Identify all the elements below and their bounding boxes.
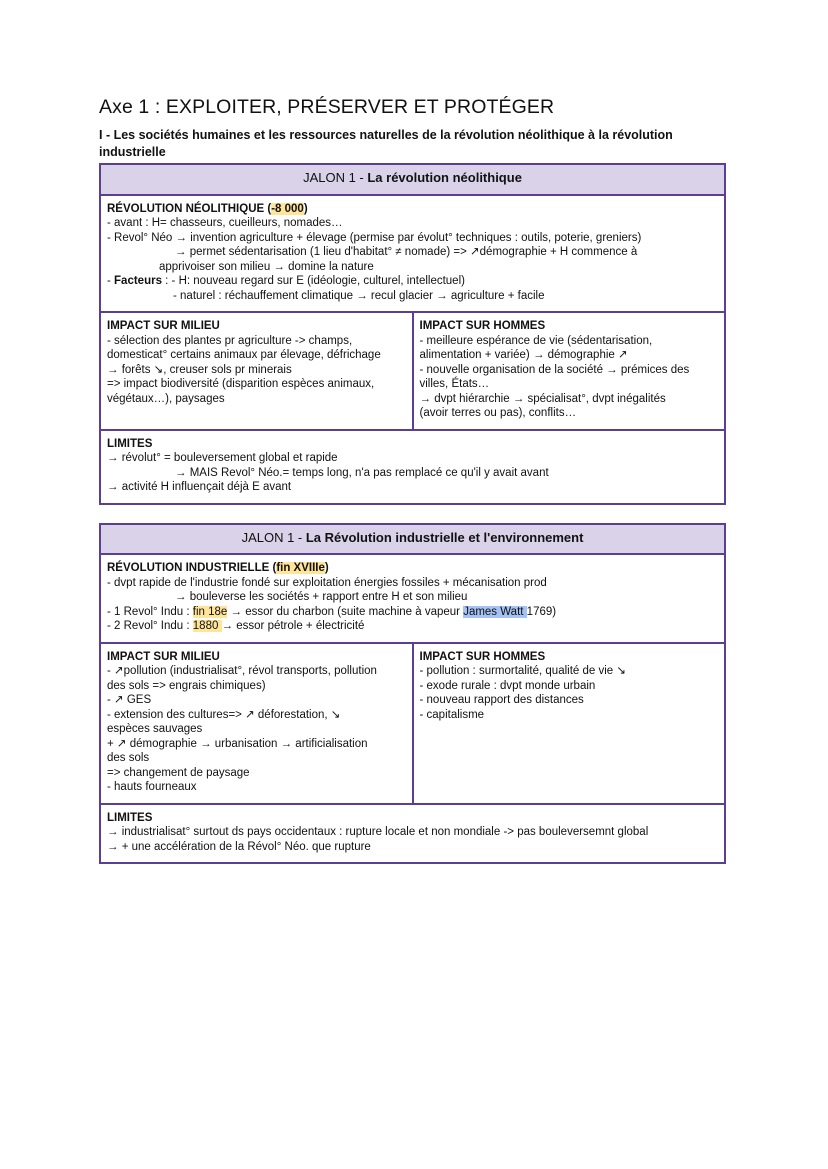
text-line: espèces sauvages	[107, 723, 203, 735]
impact-hommes-title: IMPACT SUR HOMMES	[419, 650, 546, 663]
text-line: - 1 Revol° Indu : fin 18e → essor du charbon (suite machine à vapeur James Watt 1769)	[107, 605, 557, 618]
jalon-header-title: La Révolution industrielle et l'environnement	[305, 529, 584, 545]
section-title: I - Les sociétés humaines et les ressources naturelles de la révolution néolithique à la révolution industrielle	[99, 128, 673, 159]
text-line: - capitalisme	[419, 708, 485, 721]
impact-hommes-cell	[413, 643, 726, 804]
text-line: → forêts ↘, creuser sols pr minerais	[107, 363, 292, 376]
limites-title: LIMITES	[107, 437, 153, 450]
text-line: - pollution : surmortalité, qualité de vie ↘	[419, 665, 627, 677]
text-line: - sélection des plantes pr agriculture -> champs,	[107, 334, 353, 347]
text-line: apprivoiser son milieu → domine la nature	[159, 260, 374, 273]
facteurs-label: Facteurs	[114, 275, 162, 287]
impact-milieu-title: IMPACT SUR MILIEU	[107, 650, 220, 663]
text-line: - 2 Revol° Indu : 1880 → essor pétrole + électricité	[107, 620, 365, 632]
impact-milieu-cell	[100, 643, 413, 804]
date-highlight: 1880	[192, 620, 222, 632]
text-line: → activité H influençait déjà E avant	[107, 481, 292, 493]
text-line: villes, États…	[419, 378, 490, 390]
revolution-title: RÉVOLUTION NÉOLITHIQUE (-8 000)	[107, 202, 308, 215]
date-highlight: fin 18e	[192, 605, 228, 618]
jalon-header	[100, 164, 725, 195]
text-line: - naturel : réchauffement climatique → recul glacier → agriculture + facile	[173, 289, 545, 302]
jalon-header-title: La révolution néolithique	[367, 170, 522, 185]
jalon-industrielle-table	[99, 523, 726, 865]
document-page	[99, 96, 726, 864]
text-line: - extension des cultures=> ↗ déforestation, ↘	[107, 708, 341, 721]
text-line: - ↗pollution (industrialisat°, révol transports, pollution	[107, 665, 377, 677]
text-line: => impact biodiversité (disparition espèces animaux,	[107, 378, 375, 390]
jalon-header-prefix: JALON 1 -	[303, 170, 368, 185]
text-line: → dvpt hiérarchie → spécialisat°, dvpt inégalités	[419, 392, 666, 405]
text-line: - hauts fourneaux	[107, 781, 197, 793]
text-line: → révolut° = bouleversement global et rapide	[107, 452, 338, 464]
text-line: => changement de paysage	[107, 766, 250, 779]
facteurs-line: - Facteurs : - H: nouveau regard sur E (idéologie, culturel, intellectuel)	[107, 275, 465, 287]
text-line: - nouveau rapport des distances	[419, 694, 584, 706]
limites-cell	[100, 804, 725, 864]
limites-title: LIMITES	[107, 811, 153, 824]
axe-title: Axe 1 : EXPLOITER, PRÉSERVER ET PROTÉGER	[99, 96, 555, 118]
text-line: des sols => engrais chimiques)	[107, 679, 266, 692]
text-line: (avoir terres ou pas), conflits…	[419, 407, 577, 419]
text-line: végétaux…), paysages	[107, 392, 225, 405]
text-line: domesticat° certains animaux par élevage, défrichage	[107, 349, 381, 361]
impact-hommes-title: IMPACT SUR HOMMES	[419, 320, 546, 332]
impact-hommes-cell	[413, 312, 726, 430]
impact-milieu-title: IMPACT SUR MILIEU	[107, 320, 220, 332]
text-line: - avant : H= chasseurs, cueilleurs, nomades…	[107, 217, 343, 229]
text-line: - Revol° Néo → invention agriculture + élevage (permise par évolut° techniques : outils, poterie, greniers)	[107, 231, 642, 244]
text-line: → permet sédentarisation (1 lieu d'habitat° ≠ nomade) => ↗démographie + H commence à	[175, 246, 638, 258]
jalon-header	[100, 524, 725, 555]
jalon-header-prefix: JALON 1 -	[241, 529, 306, 545]
text-line: + ↗ démographie → urbanisation → artificialisation	[107, 737, 368, 750]
text-line: - nouvelle organisation de la société → prémices des	[419, 363, 690, 376]
text-line: - dvpt rapide de l'industrie fondé sur exploitation énergies fossiles + mécanisation prod	[107, 576, 547, 589]
text-line: → industrialisat° surtout ds pays occidentaux : rupture locale et non mondiale -> pas bouleversemnt global	[107, 826, 649, 838]
date-highlight: fin XVIIIe	[276, 562, 325, 574]
text-line: → bouleverse les sociétés + rapport entre H et son milieu	[175, 591, 468, 603]
name-highlight: James Watt	[463, 605, 527, 618]
text-line: → + une accélération de la Révol° Néo. que rupture	[107, 840, 371, 853]
text-line: des sols	[107, 752, 150, 764]
revolution-title: RÉVOLUTION INDUSTRIELLE (fin XVIIIe)	[107, 562, 329, 574]
date-highlight: -8 000	[271, 202, 304, 215]
text-line: - ↗ GES	[107, 694, 152, 706]
jalon-neolithique-table	[99, 163, 726, 505]
text-line: alimentation + variée) → démographie ↗	[419, 349, 628, 361]
text-line: → MAIS Revol° Néo.= temps long, n'a pas remplacé ce qu'il y avait avant	[175, 466, 549, 479]
text-line: - meilleure espérance de vie (sédentarisation,	[419, 334, 653, 347]
spacer	[99, 505, 726, 523]
limites-cell	[100, 430, 725, 504]
text-line: - exode rurale : dvpt monde urbain	[419, 679, 596, 692]
impact-milieu-cell	[100, 312, 413, 430]
revolution-summary-cell	[100, 195, 725, 313]
revolution-summary-cell	[100, 554, 725, 643]
